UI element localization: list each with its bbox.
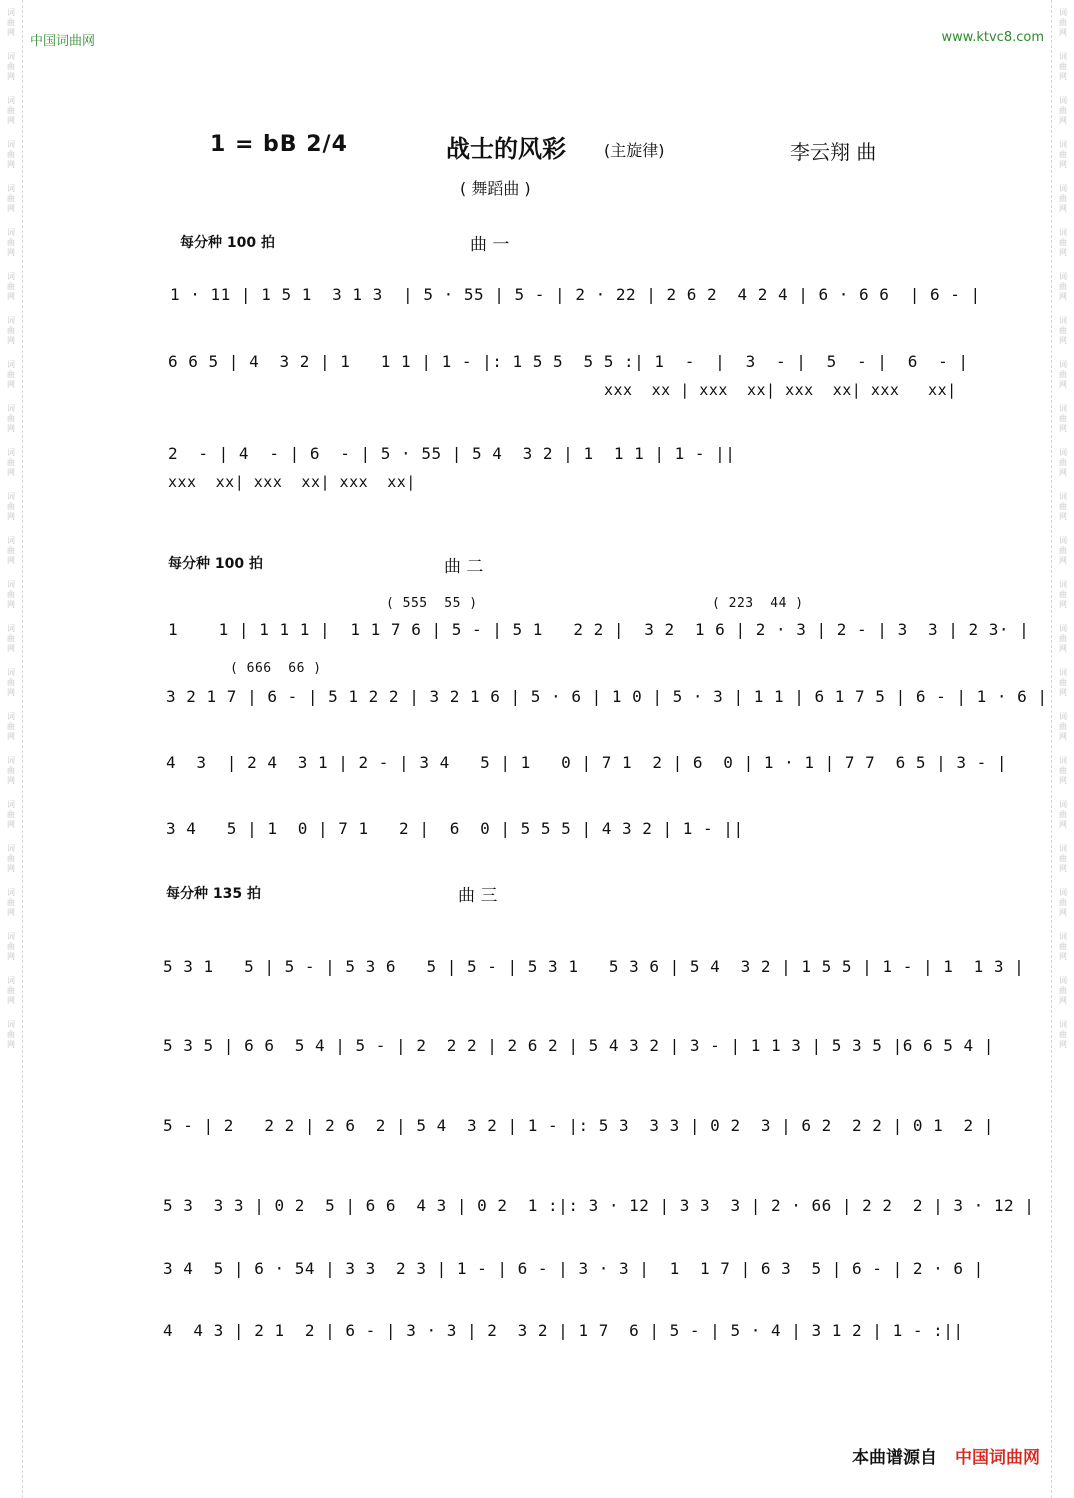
watermark-text: 词曲网 bbox=[1059, 448, 1067, 477]
watermark-text: 词曲网 bbox=[7, 316, 15, 345]
watermark-text: 词曲网 bbox=[1059, 52, 1067, 81]
watermark-text: 词曲网 bbox=[7, 800, 15, 829]
notation-line: 6 6 5 | 4 3 2 | 1 1 1 | 1 - |: 1 5 5 5 5 :| 1 - | 3 - | 5 - | 6 - | bbox=[168, 352, 969, 371]
watermark-text: 词曲网 bbox=[7, 668, 15, 697]
watermark-text: 词曲网 bbox=[1059, 272, 1067, 301]
rhythm-line: xxx xx| xxx xx| xxx xx| bbox=[168, 473, 416, 491]
composer: 李云翔 曲 bbox=[790, 140, 877, 164]
section-1-tempo: 每分种 100 拍 bbox=[180, 235, 275, 251]
section-3-title: 曲 三 bbox=[458, 886, 498, 906]
section-2-title: 曲 二 bbox=[444, 557, 484, 577]
watermark-text: 词曲网 bbox=[1059, 536, 1067, 565]
section-1-title: 曲 一 bbox=[470, 235, 510, 255]
notation-line: 3 2 1 7 | 6 - | 5 1 2 2 | 3 2 1 6 | 5 · 6 | 1 0 | 5 · 3 | 1 1 | 6 1 7 5 | 6 - | 1 · 6 | bbox=[166, 687, 1048, 706]
watermark-text: 词曲网 bbox=[1059, 624, 1067, 653]
watermark-text: 词曲网 bbox=[7, 8, 15, 37]
watermark-text: 词曲网 bbox=[1059, 492, 1067, 521]
left-watermark-strip bbox=[0, 0, 23, 1498]
watermark-text: 词曲网 bbox=[1059, 96, 1067, 125]
watermark-text: 词曲网 bbox=[7, 448, 15, 477]
source-footer bbox=[852, 1443, 1040, 1468]
watermark-text: 词曲网 bbox=[7, 580, 15, 609]
watermark-text: 词曲网 bbox=[1059, 360, 1067, 389]
watermark-text: 词曲网 bbox=[1059, 932, 1067, 961]
notation-line: 2 - | 4 - | 6 - | 5 · 55 | 5 4 3 2 | 1 1 1 | 1 - || bbox=[168, 444, 736, 463]
notation-line: 5 3 3 3 | 0 2 5 | 6 6 4 3 | 0 2 1 :|: 3 · 12 | 3 3 3 | 2 · 66 | 2 2 2 | 3 · 12 | bbox=[163, 1196, 1035, 1215]
watermark-text: 词曲网 bbox=[7, 624, 15, 653]
watermark-text: 词曲网 bbox=[7, 888, 15, 917]
watermark-text: 词曲网 bbox=[1059, 888, 1067, 917]
watermark-text: 词曲网 bbox=[1059, 1020, 1067, 1049]
watermark-text: 词曲网 bbox=[7, 52, 15, 81]
section-3-tempo: 每分种 135 拍 bbox=[166, 886, 261, 902]
watermark-text: 词曲网 bbox=[7, 140, 15, 169]
watermark-text: 词曲网 bbox=[1059, 184, 1067, 213]
source-label: 本曲谱源自 bbox=[852, 1448, 937, 1468]
watermark-text: 词曲网 bbox=[7, 976, 15, 1005]
notation-annotation: ( 666 66 ) bbox=[230, 661, 322, 676]
watermark-text: 词曲网 bbox=[7, 712, 15, 741]
notation-line: 1 1 | 1 1 1 | 1 1 7 6 | 5 - | 5 1 2 2 | 3 2 1 6 | 2 · 3 | 2 - | 3 3 | 2 3· | bbox=[168, 620, 1030, 639]
notation-line: 3 4 5 | 1 0 | 7 1 2 | 6 0 | 5 5 5 | 4 3 2 | 1 - || bbox=[166, 819, 744, 838]
notation-line: 4 4 3 | 2 1 2 | 6 - | 3 · 3 | 2 3 2 | 1 7 6 | 5 - | 5 · 4 | 3 1 2 | 1 - :|| bbox=[163, 1321, 964, 1340]
watermark-text: 词曲网 bbox=[1059, 228, 1067, 257]
site-name-left[interactable]: 中国词曲网 bbox=[30, 34, 96, 49]
watermark-text: 词曲网 bbox=[7, 184, 15, 213]
watermark-text: 词曲网 bbox=[1059, 8, 1067, 37]
watermark-text: 词曲网 bbox=[7, 96, 15, 125]
watermark-text: 词曲网 bbox=[7, 756, 15, 785]
watermark-text: 词曲网 bbox=[7, 1020, 15, 1049]
watermark-text: 词曲网 bbox=[7, 844, 15, 873]
notation-line: 4 3 | 2 4 3 1 | 2 - | 3 4 5 | 1 0 | 7 1 2 | 6 0 | 1 · 1 | 7 7 6 5 | 3 - | bbox=[166, 753, 1008, 772]
watermark-text: 词曲网 bbox=[7, 536, 15, 565]
watermark-text: 词曲网 bbox=[1059, 668, 1067, 697]
watermark-text: 词曲网 bbox=[1059, 140, 1067, 169]
watermark-text: 词曲网 bbox=[1059, 844, 1067, 873]
section-2-tempo: 每分种 100 拍 bbox=[168, 556, 263, 572]
title-note: (主旋律) bbox=[604, 141, 665, 160]
notation-line: 5 3 5 | 6 6 5 4 | 5 - | 2 2 2 | 2 6 2 | 5 4 3 2 | 3 - | 1 1 3 | 5 3 5 |6 6 5 4 | bbox=[163, 1036, 994, 1055]
notation-annotation: ( 555 55 ) bbox=[386, 596, 478, 611]
style-label: ( 舞蹈曲 ) bbox=[460, 179, 531, 198]
key-signature: 1 = bB 2/4 bbox=[210, 132, 348, 157]
right-watermark-strip bbox=[1051, 0, 1074, 1498]
watermark-text: 词曲网 bbox=[1059, 404, 1067, 433]
notation-annotation: ( 223 44 ) bbox=[712, 596, 804, 611]
watermark-text: 词曲网 bbox=[7, 492, 15, 521]
notation-line: 5 - | 2 2 2 | 2 6 2 | 5 4 3 2 | 1 - |: 5 3 3 3 | 0 2 3 | 6 2 2 2 | 0 1 2 | bbox=[163, 1116, 994, 1135]
notation-line: 3 4 5 | 6 · 54 | 3 3 2 3 | 1 - | 6 - | 3 · 3 | 1 1 7 | 6 3 5 | 6 - | 2 · 6 | bbox=[163, 1259, 984, 1278]
watermark-text: 词曲网 bbox=[1059, 580, 1067, 609]
watermark-text: 词曲网 bbox=[1059, 316, 1067, 345]
watermark-text: 词曲网 bbox=[7, 228, 15, 257]
notation-line: 1 · 11 | 1 5 1 3 1 3 | 5 · 55 | 5 - | 2 · 22 | 2 6 2 4 2 4 | 6 · 6 6 | 6 - | bbox=[170, 285, 981, 304]
watermark-text: 词曲网 bbox=[7, 404, 15, 433]
watermark-text: 词曲网 bbox=[1059, 712, 1067, 741]
watermark-text: 词曲网 bbox=[7, 272, 15, 301]
site-url-right[interactable]: www.ktvc8.com bbox=[941, 30, 1044, 45]
watermark-text: 词曲网 bbox=[7, 360, 15, 389]
watermark-text: 词曲网 bbox=[1059, 800, 1067, 829]
song-title: 战士的风彩 bbox=[446, 135, 566, 163]
rhythm-line: xxx xx | xxx xx| xxx xx| xxx xx| bbox=[604, 381, 957, 399]
notation-line: 5 3 1 5 | 5 - | 5 3 6 5 | 5 - | 5 3 1 5 3 6 | 5 4 3 2 | 1 5 5 | 1 - | 1 1 3 | bbox=[163, 957, 1025, 976]
watermark-text: 词曲网 bbox=[1059, 976, 1067, 1005]
watermark-text: 词曲网 bbox=[7, 932, 15, 961]
source-brand[interactable]: 中国词曲网 bbox=[955, 1448, 1040, 1468]
watermark-text: 词曲网 bbox=[1059, 756, 1067, 785]
